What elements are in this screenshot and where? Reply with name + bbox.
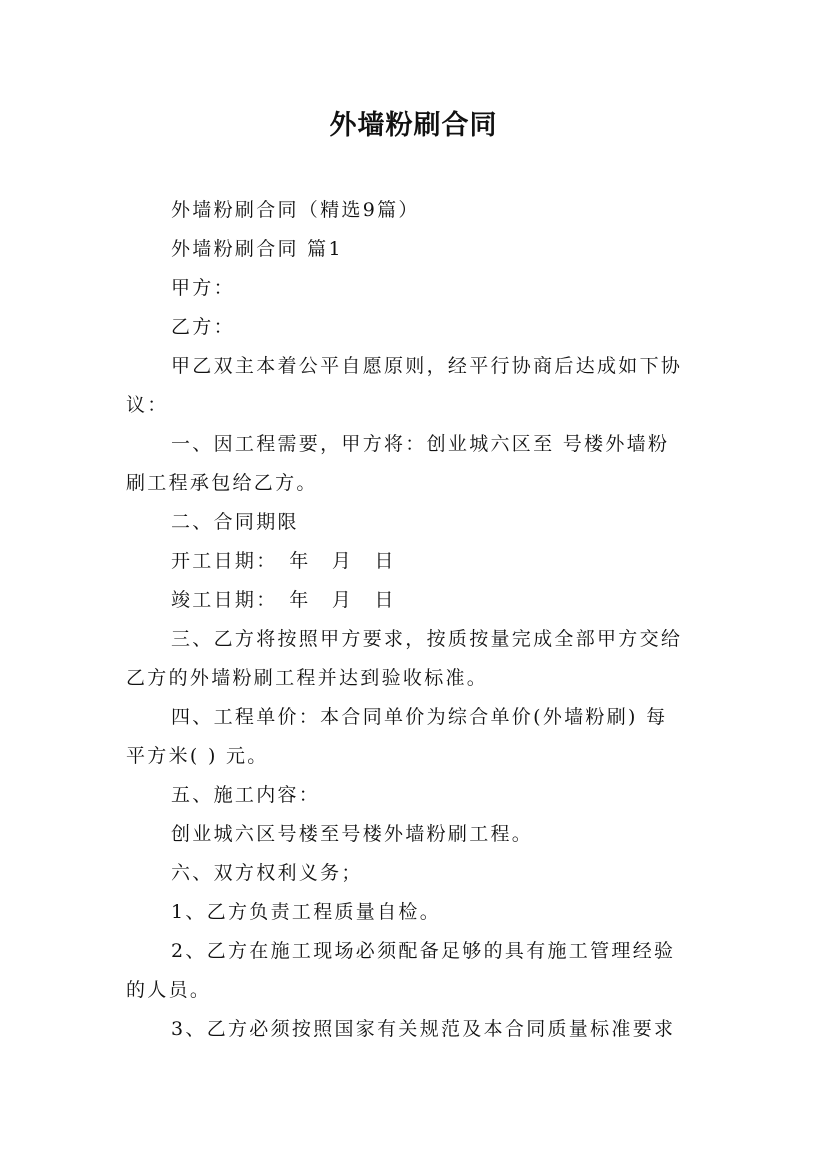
paragraph-line: 创业城六区号楼至号楼外墙粉刷工程。 [171, 823, 534, 845]
paragraph-line: 四、工程单价：本合同单价为综合单价(外墙粉刷) 每 [171, 706, 668, 728]
paragraph-line: 外墙粉刷合同 篇1 [171, 238, 343, 260]
paragraph-line: 三、乙方将按照甲方要求，按质按量完成全部甲方交给 [171, 628, 683, 650]
paragraph-line: 平方米( ) 元。 [126, 745, 269, 767]
paragraph-line: 议： [126, 394, 169, 416]
paragraph-line: 2、乙方在施工现场必须配备足够的具有施工管理经验 [171, 940, 676, 962]
paragraph-line: 的人员。 [126, 979, 212, 1001]
paragraph-line: 六、双方权利义务； [171, 862, 363, 884]
paragraph-line: 甲方： [171, 277, 235, 299]
paragraph-line: 外墙粉刷合同（精选9篇） [171, 199, 420, 221]
paragraph-line: 乙方的外墙粉刷工程并达到验收标准。 [126, 667, 489, 689]
paragraph-line: 一、因工程需要，甲方将：创业城六区至 号楼外墙粉 [171, 433, 670, 455]
paragraph-line: 开工日期： 年 月 日 [171, 550, 396, 572]
paragraph-line: 刷工程承包给乙方。 [126, 472, 318, 494]
paragraph-line: 乙方： [171, 316, 235, 338]
paragraph-line: 甲乙双主本着公平自愿原则，经平行协商后达成如下协 [171, 355, 683, 377]
paragraph-line: 二、合同期限 [171, 511, 299, 533]
paragraph-line: 五、施工内容： [171, 784, 321, 806]
paragraph-line: 竣工日期： 年 月 日 [171, 589, 396, 611]
paragraph-line: 3、乙方必须按照国家有关规范及本合同质量标准要求 [171, 1018, 676, 1040]
document-title: 外墙粉刷合同 [329, 110, 498, 141]
paragraph-line: 1、乙方负责工程质量自检。 [171, 901, 441, 923]
